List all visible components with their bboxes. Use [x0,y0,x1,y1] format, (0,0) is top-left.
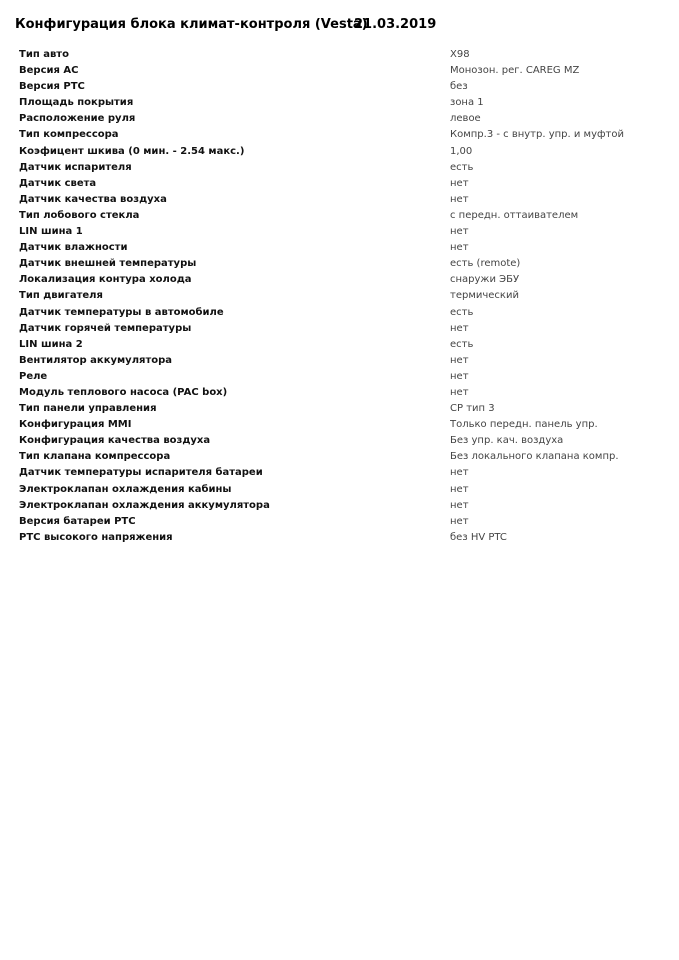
config-row [19,256,669,272]
config-row [19,482,669,498]
param-label: Датчик влажности [19,242,128,254]
config-row [19,433,669,449]
config-row [19,305,669,321]
param-label: Датчик света [19,177,97,189]
config-row [19,321,669,337]
param-value: нет [450,515,469,527]
config-row [19,79,669,95]
param-label: Датчик качества воздуха [19,193,167,205]
config-row [19,127,669,143]
param-value: нет [450,386,469,398]
param-label: Версия батареи PTC [19,515,136,527]
document-title: Конфигурация блока климат-контроля (Vesta) [15,17,368,32]
param-label: Датчик температуры испарителя батареи [19,467,263,479]
config-row [19,353,669,369]
config-row [19,369,669,385]
config-row [19,498,669,514]
config-row [19,272,669,288]
param-value: нет [450,483,469,495]
param-label: Датчик горячей температуры [19,322,192,334]
config-row [19,385,669,401]
param-value: есть [450,306,474,318]
param-value: CP тип 3 [450,403,495,415]
document-date: 21.03.2019 [354,17,437,32]
param-value: нет [450,322,469,334]
param-label: Реле [19,370,48,382]
param-label: Площадь покрытия [19,97,134,109]
config-row [19,401,669,417]
config-row [19,465,669,481]
param-label: Датчик внешней температуры [19,258,197,270]
param-label: Датчик температуры в автомобиле [19,306,224,318]
config-row [19,449,669,465]
param-label: Конфигурация MMI [19,419,132,431]
param-label: Локализация контура холода [19,274,192,286]
param-value: с передн. оттаивателем [450,209,579,221]
config-row [19,417,669,433]
param-value: Без упр. кач. воздуха [450,435,564,447]
param-value: есть [450,338,474,350]
param-value: нет [450,370,469,382]
param-value: Только передн. панель упр. [450,419,598,431]
param-value: нет [450,193,469,205]
param-label: Тип компрессора [19,129,119,141]
config-row [19,288,669,304]
param-label: Тип панели управления [19,403,157,415]
param-value: нет [450,499,469,511]
param-value: есть [450,161,474,173]
param-value: без HV PTC [450,531,507,543]
param-label: Тип двигателя [19,290,103,302]
param-value: нет [450,226,469,238]
param-label: Тип клапана компрессора [19,451,171,463]
config-row [19,63,669,79]
config-row [19,530,669,546]
param-value: нет [450,467,469,479]
param-value: 1,00 [450,145,473,157]
config-row [19,192,669,208]
param-value: без [450,81,468,93]
param-value: термический [450,290,519,302]
config-row [19,47,669,63]
param-value: нет [450,177,469,189]
param-value: нет [450,354,469,366]
param-value: Монозон. рег. CAREG MZ [450,65,580,77]
config-row [19,176,669,192]
param-value: Компр.3 - с внутр. упр. и муфтой [450,129,625,141]
param-label: Тип лобового стекла [19,209,140,221]
config-row [19,95,669,111]
param-label: Датчик испарителя [19,161,132,173]
param-value: левое [450,113,481,125]
param-label: Модуль теплового насоса (PAC box) [19,386,228,398]
document-header [15,15,437,35]
config-row [19,160,669,176]
param-label: Конфигурация качества воздуха [19,435,211,447]
config-row [19,111,669,127]
param-label: Версия AC [19,65,79,77]
param-value: Без локального клапана компр. [450,451,619,463]
param-value: есть (remote) [450,258,521,270]
param-label: Вентилятор аккумулятора [19,354,173,366]
param-label: LIN шина 1 [19,226,83,238]
param-label: Расположение руля [19,113,136,125]
config-row [19,240,669,256]
param-label: Электроклапан охлаждения кабины [19,483,232,495]
param-value: снаружи ЭБУ [450,274,520,286]
config-row [19,208,669,224]
param-value: нет [450,242,469,254]
config-row [19,144,669,160]
param-label: Электроклапан охлаждения аккумулятора [19,499,270,511]
config-row [19,224,669,240]
config-table [19,47,669,546]
param-label: Коэфицент шкива (0 мин. - 2.54 макс.) [19,145,245,157]
param-label: Версия PTC [19,81,85,93]
config-row [19,514,669,530]
param-label: LIN шина 2 [19,338,83,350]
param-value: X98 [450,49,470,60]
param-value: зона 1 [450,97,484,109]
config-row [19,337,669,353]
param-label: PTC высокого напряжения [19,531,173,543]
param-label: Тип авто [19,49,69,60]
